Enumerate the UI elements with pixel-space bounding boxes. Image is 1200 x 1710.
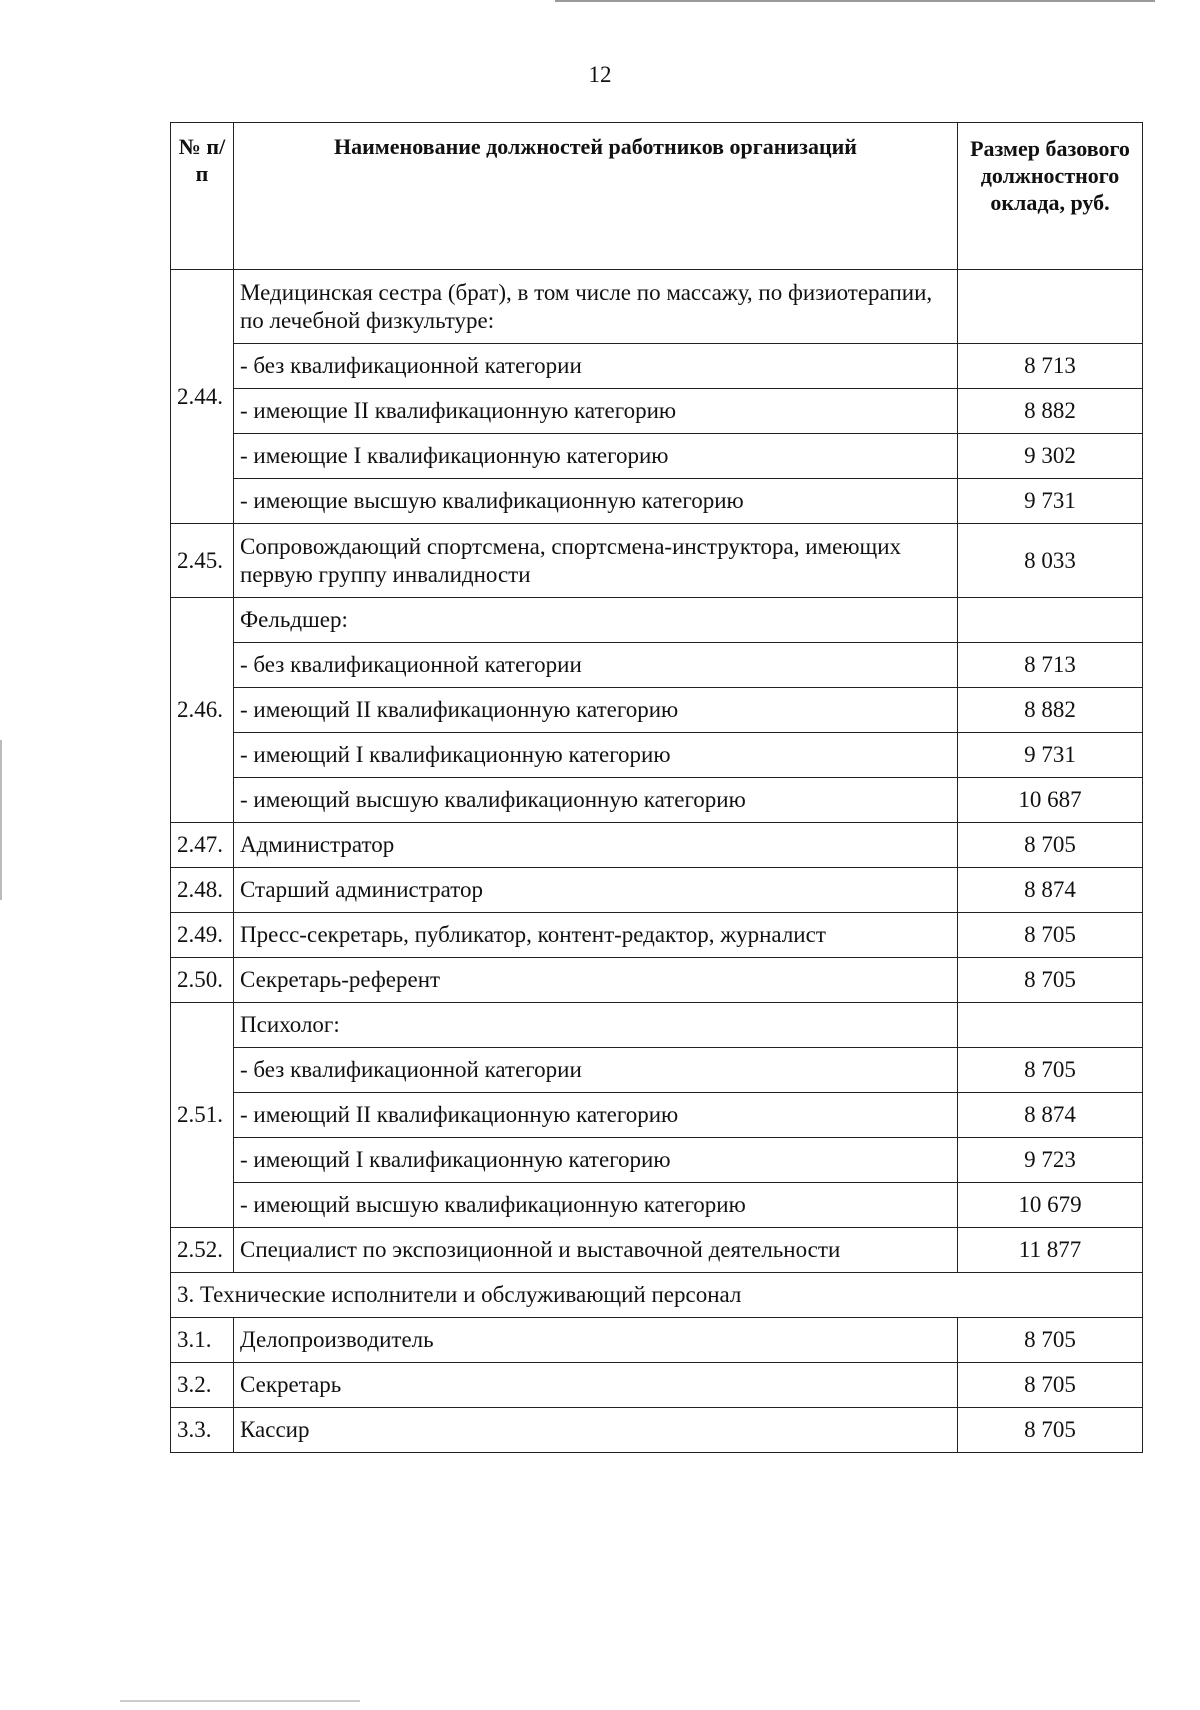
salary-value [958, 598, 1143, 643]
position-name: Медицинская сестра (брат), в том числе по массажу, по физиотерапии, по лечебной физкультуре: [234, 270, 958, 344]
table-row [171, 598, 1143, 643]
position-name: Секретарь-референт [234, 958, 958, 1003]
salary-value: 8 874 [958, 1093, 1143, 1138]
position-name: Администратор [234, 823, 958, 868]
position-name: Старший администратор [234, 868, 958, 913]
position-name: - имеющие I квалификационную категорию [234, 434, 958, 479]
position-name: - имеющий I квалификационную категорию [234, 733, 958, 778]
table-row [171, 1228, 1143, 1273]
position-name: Психолог: [234, 1003, 958, 1048]
position-name: Фельдшер: [234, 598, 958, 643]
table-row [171, 913, 1143, 958]
table-row [171, 688, 1143, 733]
table-row [171, 1183, 1143, 1228]
page-number: 12 [588, 62, 612, 87]
table-row [171, 778, 1143, 823]
row-number: 2.44. [171, 270, 234, 524]
salary-value: 11 877 [958, 1228, 1143, 1273]
position-name: Секретарь [234, 1363, 958, 1408]
table-row [171, 389, 1143, 434]
table-row [171, 434, 1143, 479]
row-number: 2.51. [171, 1003, 234, 1228]
salary-value: 9 731 [958, 733, 1143, 778]
salary-value: 8 705 [958, 1318, 1143, 1363]
salary-value: 8 705 [958, 1048, 1143, 1093]
position-name: Специалист по экспозиционной и выставочной деятельности [234, 1228, 958, 1273]
salary-value: 8 705 [958, 1363, 1143, 1408]
table-row [171, 1363, 1143, 1408]
row-number: 2.46. [171, 598, 234, 823]
row-number: 2.45. [171, 524, 234, 598]
header-salary: Размер базового должностного оклада, руб. [958, 123, 1143, 270]
row-number: 2.47. [171, 823, 234, 868]
salary-value: 8 033 [958, 524, 1143, 598]
top-scan-line [555, 0, 1155, 2]
position-name: Сопровождающий спортсмена, спортсмена-инструктора, имеющих первую группу инвалидности [234, 524, 958, 598]
row-number: 2.50. [171, 958, 234, 1003]
section-heading-row [171, 1273, 1143, 1318]
table-row [171, 823, 1143, 868]
salary-value: 8 705 [958, 958, 1143, 1003]
position-name: - без квалификационной категории [234, 1048, 958, 1093]
bottom-scan-line [120, 1700, 360, 1702]
position-name: - имеющий высшую квалификационную категорию [234, 1183, 958, 1228]
row-number: 2.52. [171, 1228, 234, 1273]
salary-value: 8 705 [958, 913, 1143, 958]
position-name: - имеющие высшую квалификационную категорию [234, 479, 958, 524]
position-name: - без квалификационной категории [234, 344, 958, 389]
left-scan-line [0, 740, 2, 900]
header-number: № п/п [171, 123, 234, 270]
table-row [171, 1093, 1143, 1138]
table-row [171, 1318, 1143, 1363]
table-row [171, 479, 1143, 524]
table-row [171, 270, 1143, 344]
row-number: 2.48. [171, 868, 234, 913]
position-name: - имеющие II квалификационную категорию [234, 389, 958, 434]
salary-value: 9 302 [958, 434, 1143, 479]
salary-value: 8 713 [958, 344, 1143, 389]
salary-value: 8 882 [958, 688, 1143, 733]
row-number: 3.1. [171, 1318, 234, 1363]
salary-value: 8 882 [958, 389, 1143, 434]
salary-value: 8 705 [958, 823, 1143, 868]
position-name: Пресс-секретарь, публикатор, контент-редактор, журналист [234, 913, 958, 958]
section-heading: 3. Технические исполнители и обслуживающий персонал [171, 1273, 1143, 1318]
table-row [171, 868, 1143, 913]
position-name: - имеющий I квалификационную категорию [234, 1138, 958, 1183]
position-name: - имеющий II квалификационную категорию [234, 688, 958, 733]
row-number: 3.3. [171, 1408, 234, 1453]
position-name: - без квалификационной категории [234, 643, 958, 688]
salary-value: 9 731 [958, 479, 1143, 524]
position-name: Кассир [234, 1408, 958, 1453]
table-row [171, 1003, 1143, 1048]
salary-value [958, 1003, 1143, 1048]
position-name: Делопроизводитель [234, 1318, 958, 1363]
table-row [171, 1138, 1143, 1183]
table-row [171, 733, 1143, 778]
table-row [171, 958, 1143, 1003]
salary-value: 10 687 [958, 778, 1143, 823]
row-number: 3.2. [171, 1363, 234, 1408]
salary-value: 8 874 [958, 868, 1143, 913]
row-number: 2.49. [171, 913, 234, 958]
table-row [171, 1048, 1143, 1093]
table-header-row [171, 123, 1143, 270]
salary-value: 8 713 [958, 643, 1143, 688]
header-name: Наименование должностей работников организаций [234, 123, 958, 270]
salary-value: 10 679 [958, 1183, 1143, 1228]
table-row [171, 643, 1143, 688]
table-row [171, 524, 1143, 598]
position-name: - имеющий II квалификационную категорию [234, 1093, 958, 1138]
position-name: - имеющий высшую квалификационную категорию [234, 778, 958, 823]
salary-table [170, 122, 1143, 1453]
salary-value: 8 705 [958, 1408, 1143, 1453]
salary-value [958, 270, 1143, 344]
table-row [171, 344, 1143, 389]
table-row [171, 1408, 1143, 1453]
salary-value: 9 723 [958, 1138, 1143, 1183]
